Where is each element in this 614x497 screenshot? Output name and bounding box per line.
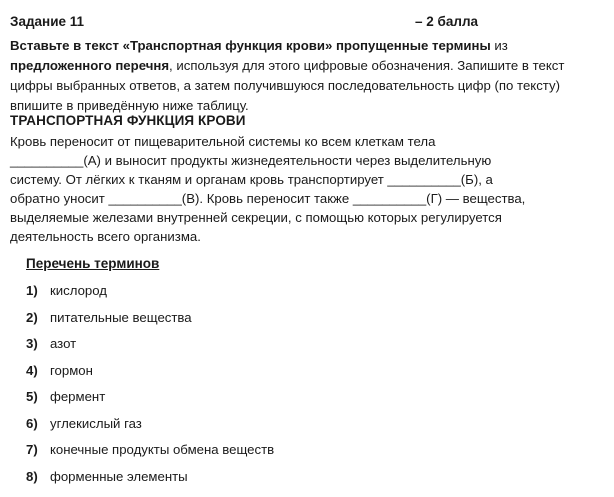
passage-line: систему. От лёгких к тканям и органам кровь транспортирует __________(Б), а (10, 172, 493, 187)
term-number: 8) (26, 468, 38, 484)
term-label: углекислый газ (50, 415, 142, 431)
instruction-text-1: из (490, 38, 508, 53)
instruction-bold-1: Вставьте в текст «Транспортная функция крови» пропущенные термины (10, 38, 491, 53)
term-item (26, 386, 274, 413)
term-label: конечные продукты обмена веществ (50, 442, 275, 457)
term-number: 5) (26, 389, 38, 404)
task-title: Задание 11 (10, 14, 85, 29)
terms-heading: Перечень терминов (26, 256, 160, 271)
term-item (26, 413, 274, 440)
terms-list (26, 280, 274, 492)
term-label: кислород (50, 283, 107, 298)
task-instructions (10, 36, 600, 116)
term-number: 7) (26, 442, 38, 457)
term-item (26, 333, 274, 360)
instruction-text-2: , используя для этого цифровые обозначения. Запишите в текст цифры выбранных ответов, а затем получившуюся последовательность цифр (по тексту) впишите в приведённую ниже таблицу. (10, 58, 565, 113)
term-label: гормон (50, 362, 93, 378)
passage-line: __________(А) и выносит продукты жизнедеятельности через выделительную (10, 153, 492, 168)
passage-text (10, 132, 605, 246)
term-item (26, 307, 274, 334)
term-label: форменные элементы (50, 468, 188, 484)
term-item (26, 439, 274, 466)
term-number: 4) (26, 362, 38, 378)
term-number: 1) (26, 283, 38, 298)
term-label: питательные вещества (50, 309, 192, 325)
term-number: 3) (26, 336, 38, 351)
term-item (26, 360, 274, 387)
term-label: фермент (50, 389, 106, 404)
term-item (26, 280, 274, 307)
term-item (26, 466, 274, 493)
term-number: 6) (26, 415, 38, 431)
task-points: – 2 балла (415, 14, 479, 29)
instruction-bold-2: предложенного перечня (10, 58, 170, 73)
passage-title: ТРАНСПОРТНАЯ ФУНКЦИЯ КРОВИ (10, 113, 246, 128)
term-number: 2) (26, 309, 38, 325)
passage-line: Кровь переносит от пищеварительной системы ко всем клеткам тела (10, 134, 436, 149)
passage-line: деятельность всего организма. (10, 229, 201, 244)
passage-line: выделяемые железами внутренней секреции, с помощью которых регулируется (10, 210, 502, 225)
task-header (10, 14, 600, 34)
term-label: азот (50, 336, 77, 351)
passage-line: обратно уносит __________(В). Кровь переносит также __________(Г) — вещества, (10, 191, 526, 206)
